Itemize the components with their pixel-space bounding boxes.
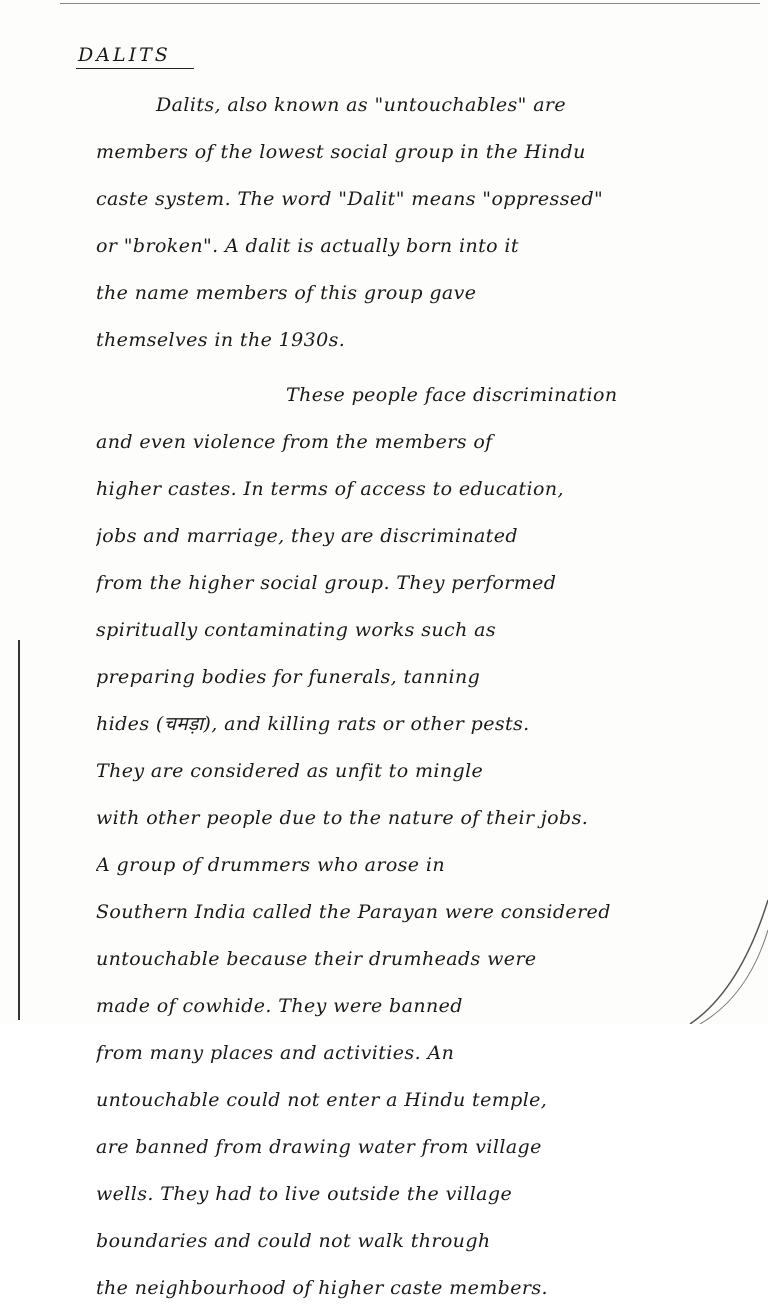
text-line: hides (चमड़ा), and killing rats or other pests.	[96, 713, 530, 735]
text-line: higher castes. In terms of access to education,	[96, 478, 564, 500]
text-line: made of cowhide. They were banned	[96, 995, 463, 1017]
title-underline	[76, 68, 194, 69]
text-line: A group of drummers who arose in	[96, 854, 446, 876]
page-title: DALITS	[78, 44, 171, 66]
text-line: untouchable because their drumheads were	[96, 948, 537, 970]
text-line: caste system. The word "Dalit" means "oppressed"	[96, 188, 604, 210]
text-line: Dalits, also known as "untouchables" are	[156, 94, 567, 116]
text-line: wells. They had to live outside the village	[96, 1183, 513, 1205]
text-line: Southern India called the Parayan were considered	[96, 901, 611, 923]
text-line: jobs and marriage, they are discriminated	[96, 525, 518, 547]
text-line: the neighbourhood of higher caste members.	[96, 1277, 548, 1299]
text-line: untouchable could not enter a Hindu temple,	[96, 1089, 548, 1111]
text-line: members of the lowest social group in the Hindu	[96, 141, 586, 163]
text-line: and even violence from the members of	[96, 431, 493, 453]
text-line: the name members of this group gave	[96, 282, 477, 304]
text-line: They are considered as unfit to mingle	[96, 760, 484, 782]
text-line: themselves in the 1930s.	[96, 329, 346, 351]
text-line: These people face discrimination	[286, 384, 618, 406]
text-line: from many places and activities. An	[96, 1042, 455, 1064]
text-line: or "broken". A dalit is actually born into it	[96, 235, 519, 257]
text-line: boundaries and could not walk through	[96, 1230, 491, 1252]
handwritten-body	[96, 82, 712, 1312]
text-line: are banned from drawing water from village	[96, 1136, 542, 1158]
text-line: from the higher social group. They performed	[96, 572, 557, 594]
text-line: preparing bodies for funerals, tanning	[96, 666, 481, 688]
text-line: with other people due to the nature of their jobs.	[96, 807, 589, 829]
text-line: spiritually contaminating works such as	[96, 619, 497, 641]
